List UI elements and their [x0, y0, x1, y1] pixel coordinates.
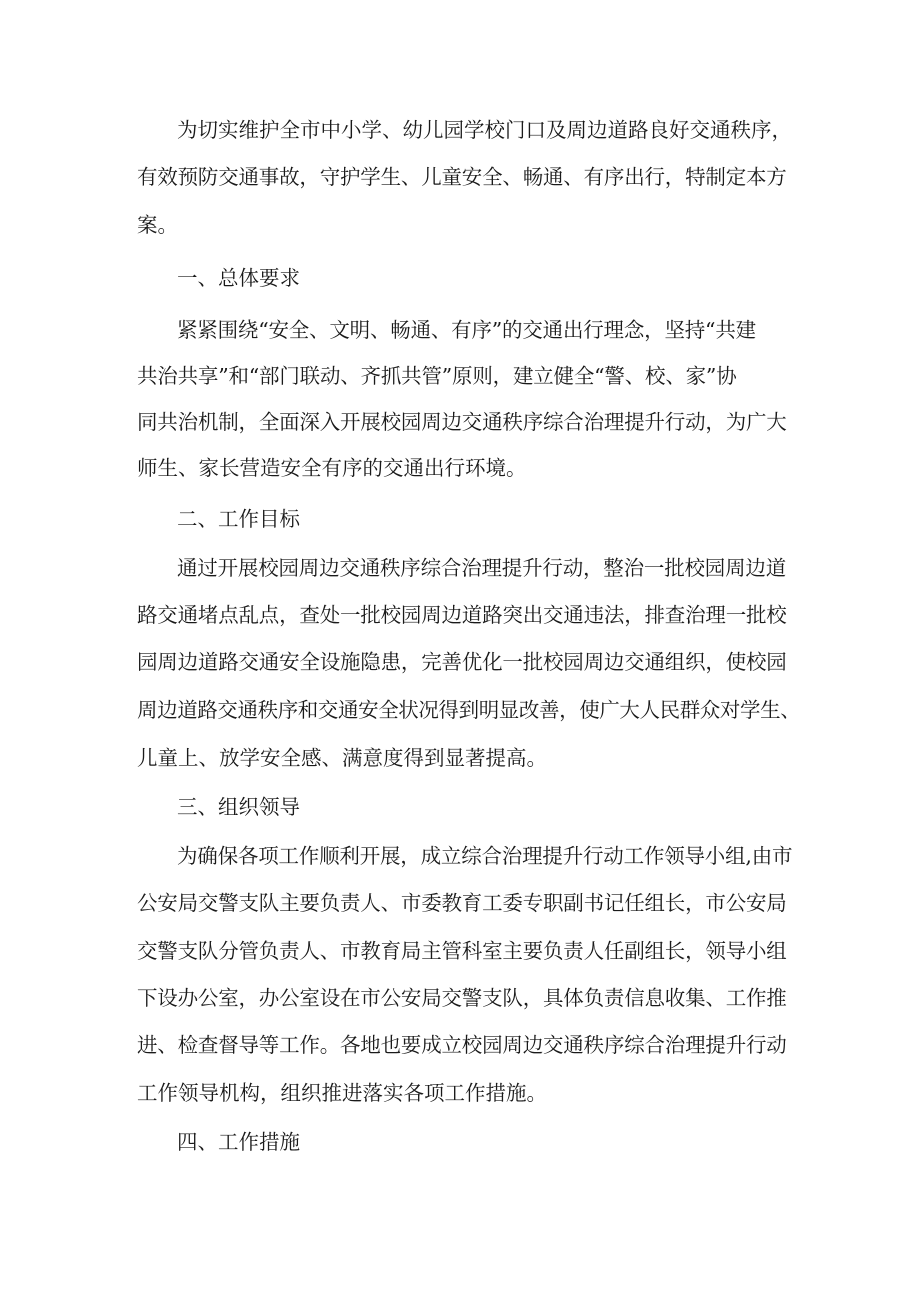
- section-2-line-1: 通过开展校园周边交通秩序综合治理提升行动，整治一批校园周边道: [177, 556, 786, 580]
- section-3-line-6: 工作领导机构，组织推进落实各项工作措施。: [137, 1081, 547, 1105]
- section-1-line-2: 共治共享”和“部门联动、齐抓共管”原则，建立健全“警、校、家”协: [137, 364, 737, 388]
- section-heading-3: 三、组织领导: [177, 795, 300, 819]
- intro-line-1: 为切实维护全市中小学、幼儿园学校门口及周边道路良好交通秩序，: [177, 118, 792, 142]
- section-2-line-4: 周边道路交通秩序和交通安全状况得到明显改善，使广大人民群众对学生、: [137, 698, 801, 722]
- section-heading-1: 一、总体要求: [177, 266, 300, 290]
- section-2-line-5: 儿童上、放学安全感、满意度得到显著提高。: [137, 746, 547, 770]
- section-2-line-2: 路交通堵点乱点，查处一批校园周边道路突出交通违法，排查治理一批校: [137, 603, 787, 627]
- section-3-line-4: 下设办公室，办公室设在市公安局交警支队，具体负责信息收集、工作推: [137, 986, 787, 1010]
- section-3-line-5: 进、检查督导等工作。各地也要成立校园周边交通秩序综合治理提升行动: [137, 1033, 787, 1057]
- section-3-line-3: 交警支队分管负责人、市教育局主管科室主要负责人任副组长，领导小组: [137, 939, 787, 963]
- section-2-line-3: 园周边道路交通安全设施隐患，完善优化一批校园周边交通组织，使校园: [137, 650, 787, 674]
- section-1-line-1: 紧紧围绕“安全、文明、畅通、有序”的交通出行理念，坚持“共建: [177, 318, 756, 342]
- section-1-line-4: 师生、家长营造安全有序的交通出行环境。: [137, 456, 527, 480]
- section-1-line-3: 同共治机制，全面深入开展校园周边交通秩序综合治理提升行动，为广大: [137, 410, 787, 434]
- intro-line-3: 案。: [137, 213, 178, 237]
- section-heading-4: 四、工作措施: [177, 1130, 300, 1154]
- section-3-line-1: 为确保各项工作顺利开展，成立综合治理提升行动工作领导小组,由市: [177, 844, 793, 868]
- section-3-line-2: 公安局交警支队主要负责人、市委教育工委专职副书记任组长，市公安局: [137, 891, 787, 915]
- intro-line-2: 有效预防交通事故，守护学生、儿童安全、畅通、有序出行，特制定本方: [137, 165, 787, 189]
- section-heading-2: 二、工作目标: [177, 507, 300, 531]
